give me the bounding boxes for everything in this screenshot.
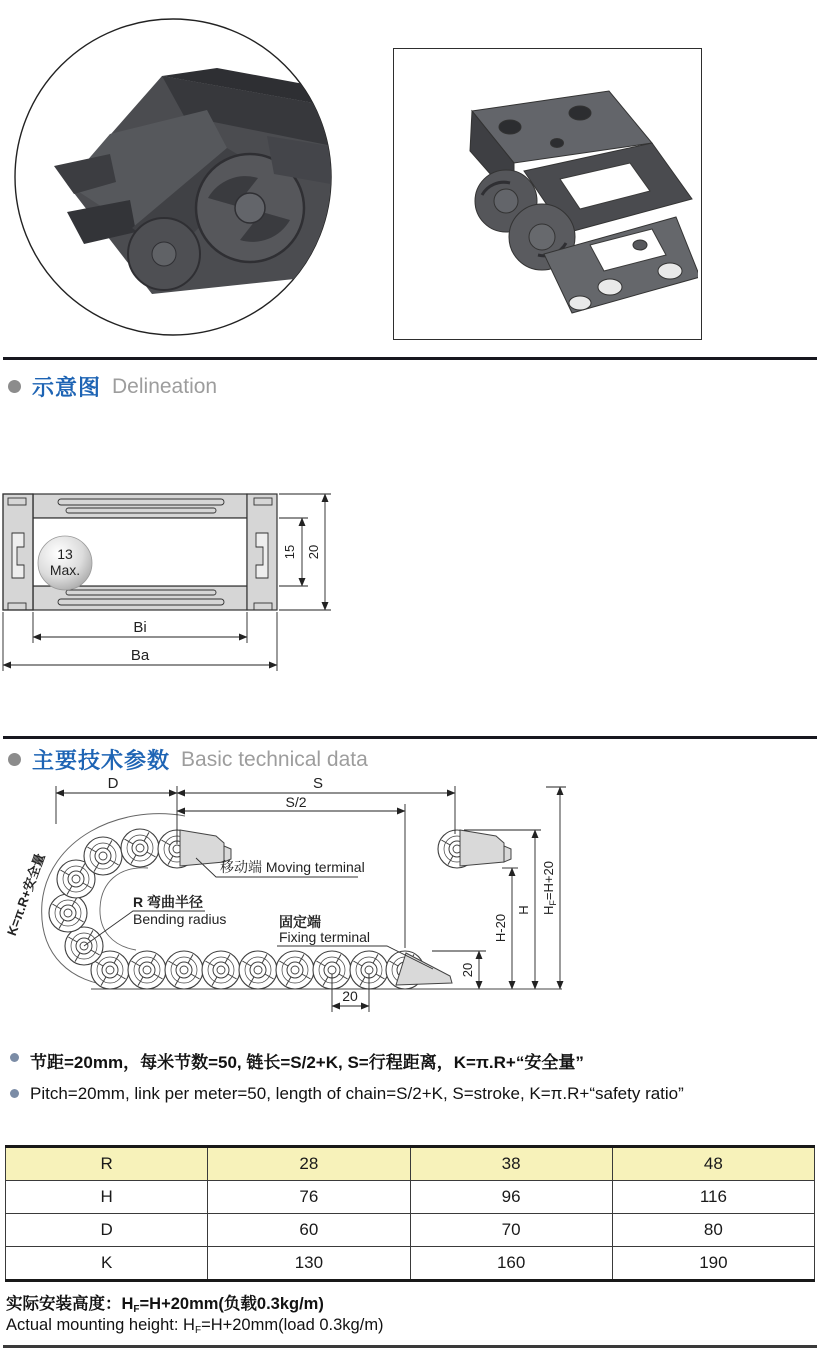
moving-terminal-label: 移动端 Moving terminal (220, 859, 365, 875)
cell: 130 (208, 1247, 410, 1281)
footer-text: 实际安装高度：H (6, 1295, 134, 1313)
footer-text: Actual mounting height: H (6, 1316, 195, 1334)
row-label: H (6, 1181, 208, 1214)
dim-label-ba: Ba (130, 647, 150, 664)
dim-label-d: D (107, 778, 119, 792)
section-title-zh: 示意图 (32, 375, 102, 400)
cell: 60 (208, 1214, 410, 1247)
product-photo-bracket-frame (393, 48, 702, 340)
technical-data-table (5, 1145, 815, 1282)
footer-subscript: F (133, 1304, 140, 1315)
cross-section-drawing (0, 478, 350, 693)
bracket-image (470, 91, 698, 313)
bottom-divider (3, 1345, 817, 1348)
table-row (6, 1181, 815, 1214)
section-bullet-icon (8, 753, 21, 766)
section-header-technical (8, 744, 368, 775)
bending-radius-label-zh: R 弯曲半径 (133, 894, 203, 910)
section-divider-1 (3, 357, 817, 360)
cell: 80 (612, 1214, 814, 1247)
mounting-height-note-en (6, 1316, 384, 1336)
note-bullet-icon (10, 1053, 19, 1062)
dim-label-15: 15 (282, 544, 297, 560)
note-text: 节距=20mm，每米节数=50, 链长=S/2+K, S=行程距离，K=π.R+“安全量” (30, 1053, 584, 1072)
note-text: Pitch=20mm, link per meter=50, length of chain=S/2+K, S=stroke, K=π.R+“safety ratio” (30, 1084, 684, 1103)
cell: 116 (612, 1181, 814, 1214)
k-formula-label: K=π.R+安全量 (3, 851, 48, 938)
note-line-zh (10, 1048, 584, 1073)
section-title-zh: 主要技术参数 (32, 748, 171, 773)
cell: 96 (410, 1181, 612, 1214)
section-title-en: Basic technical data (181, 747, 368, 771)
moving-terminal-far-bracket (460, 830, 511, 866)
cell: 76 (208, 1181, 410, 1214)
dim-label-bi: Bi (133, 619, 147, 636)
dim-label-s: S (312, 778, 324, 792)
cell: 70 (410, 1214, 612, 1247)
dim-label-h-minus-20: H-20 (493, 913, 508, 943)
cell: 48 (612, 1147, 814, 1181)
footer-subscript: F (194, 1325, 202, 1336)
dim-label-h: H (516, 905, 531, 915)
row-label: R (6, 1147, 208, 1181)
footer-text: =H+20mm(负载0.3kg/m) (139, 1295, 324, 1313)
note-line-en (10, 1084, 684, 1104)
ball-diameter-label: 13 (57, 546, 73, 562)
fixing-terminal-label-zh: 固定端 (279, 914, 321, 930)
ball-max-label: Max. (49, 562, 81, 578)
table-row (6, 1247, 815, 1281)
section-divider-2 (3, 736, 817, 739)
fixing-terminal-bracket (396, 953, 452, 985)
dim-label-right-20: 20 (460, 962, 475, 978)
cell: 38 (410, 1147, 612, 1181)
row-label: D (6, 1214, 208, 1247)
product-photo-bracket (394, 49, 698, 336)
cell: 190 (612, 1247, 814, 1281)
row-label: K (6, 1247, 208, 1281)
fixing-terminal-label-en: Fixing terminal (279, 929, 371, 945)
note-bullet-icon (10, 1089, 19, 1098)
table-row (6, 1147, 815, 1181)
mounting-height-note-zh (6, 1290, 324, 1315)
cell: 160 (410, 1247, 612, 1281)
table-row (6, 1214, 815, 1247)
cell: 28 (208, 1147, 410, 1181)
product-photo-closeup (12, 16, 334, 338)
bending-radius-label-en: Bending radius (133, 911, 227, 927)
dim-label-hf: $H_F=H+20$ (541, 861, 558, 915)
dim-label-20: 20 (306, 544, 321, 560)
bend-diagram (0, 778, 600, 1023)
dim-label-pitch-20: 20 (342, 988, 358, 1004)
section-title-en: Delineation (112, 374, 218, 398)
dim-label-s-half: S/2 (285, 794, 307, 810)
section-header-delineation (8, 371, 217, 402)
footer-text: =H+20mm(load 0.3kg/m) (201, 1316, 384, 1334)
section-bullet-icon (8, 380, 21, 393)
